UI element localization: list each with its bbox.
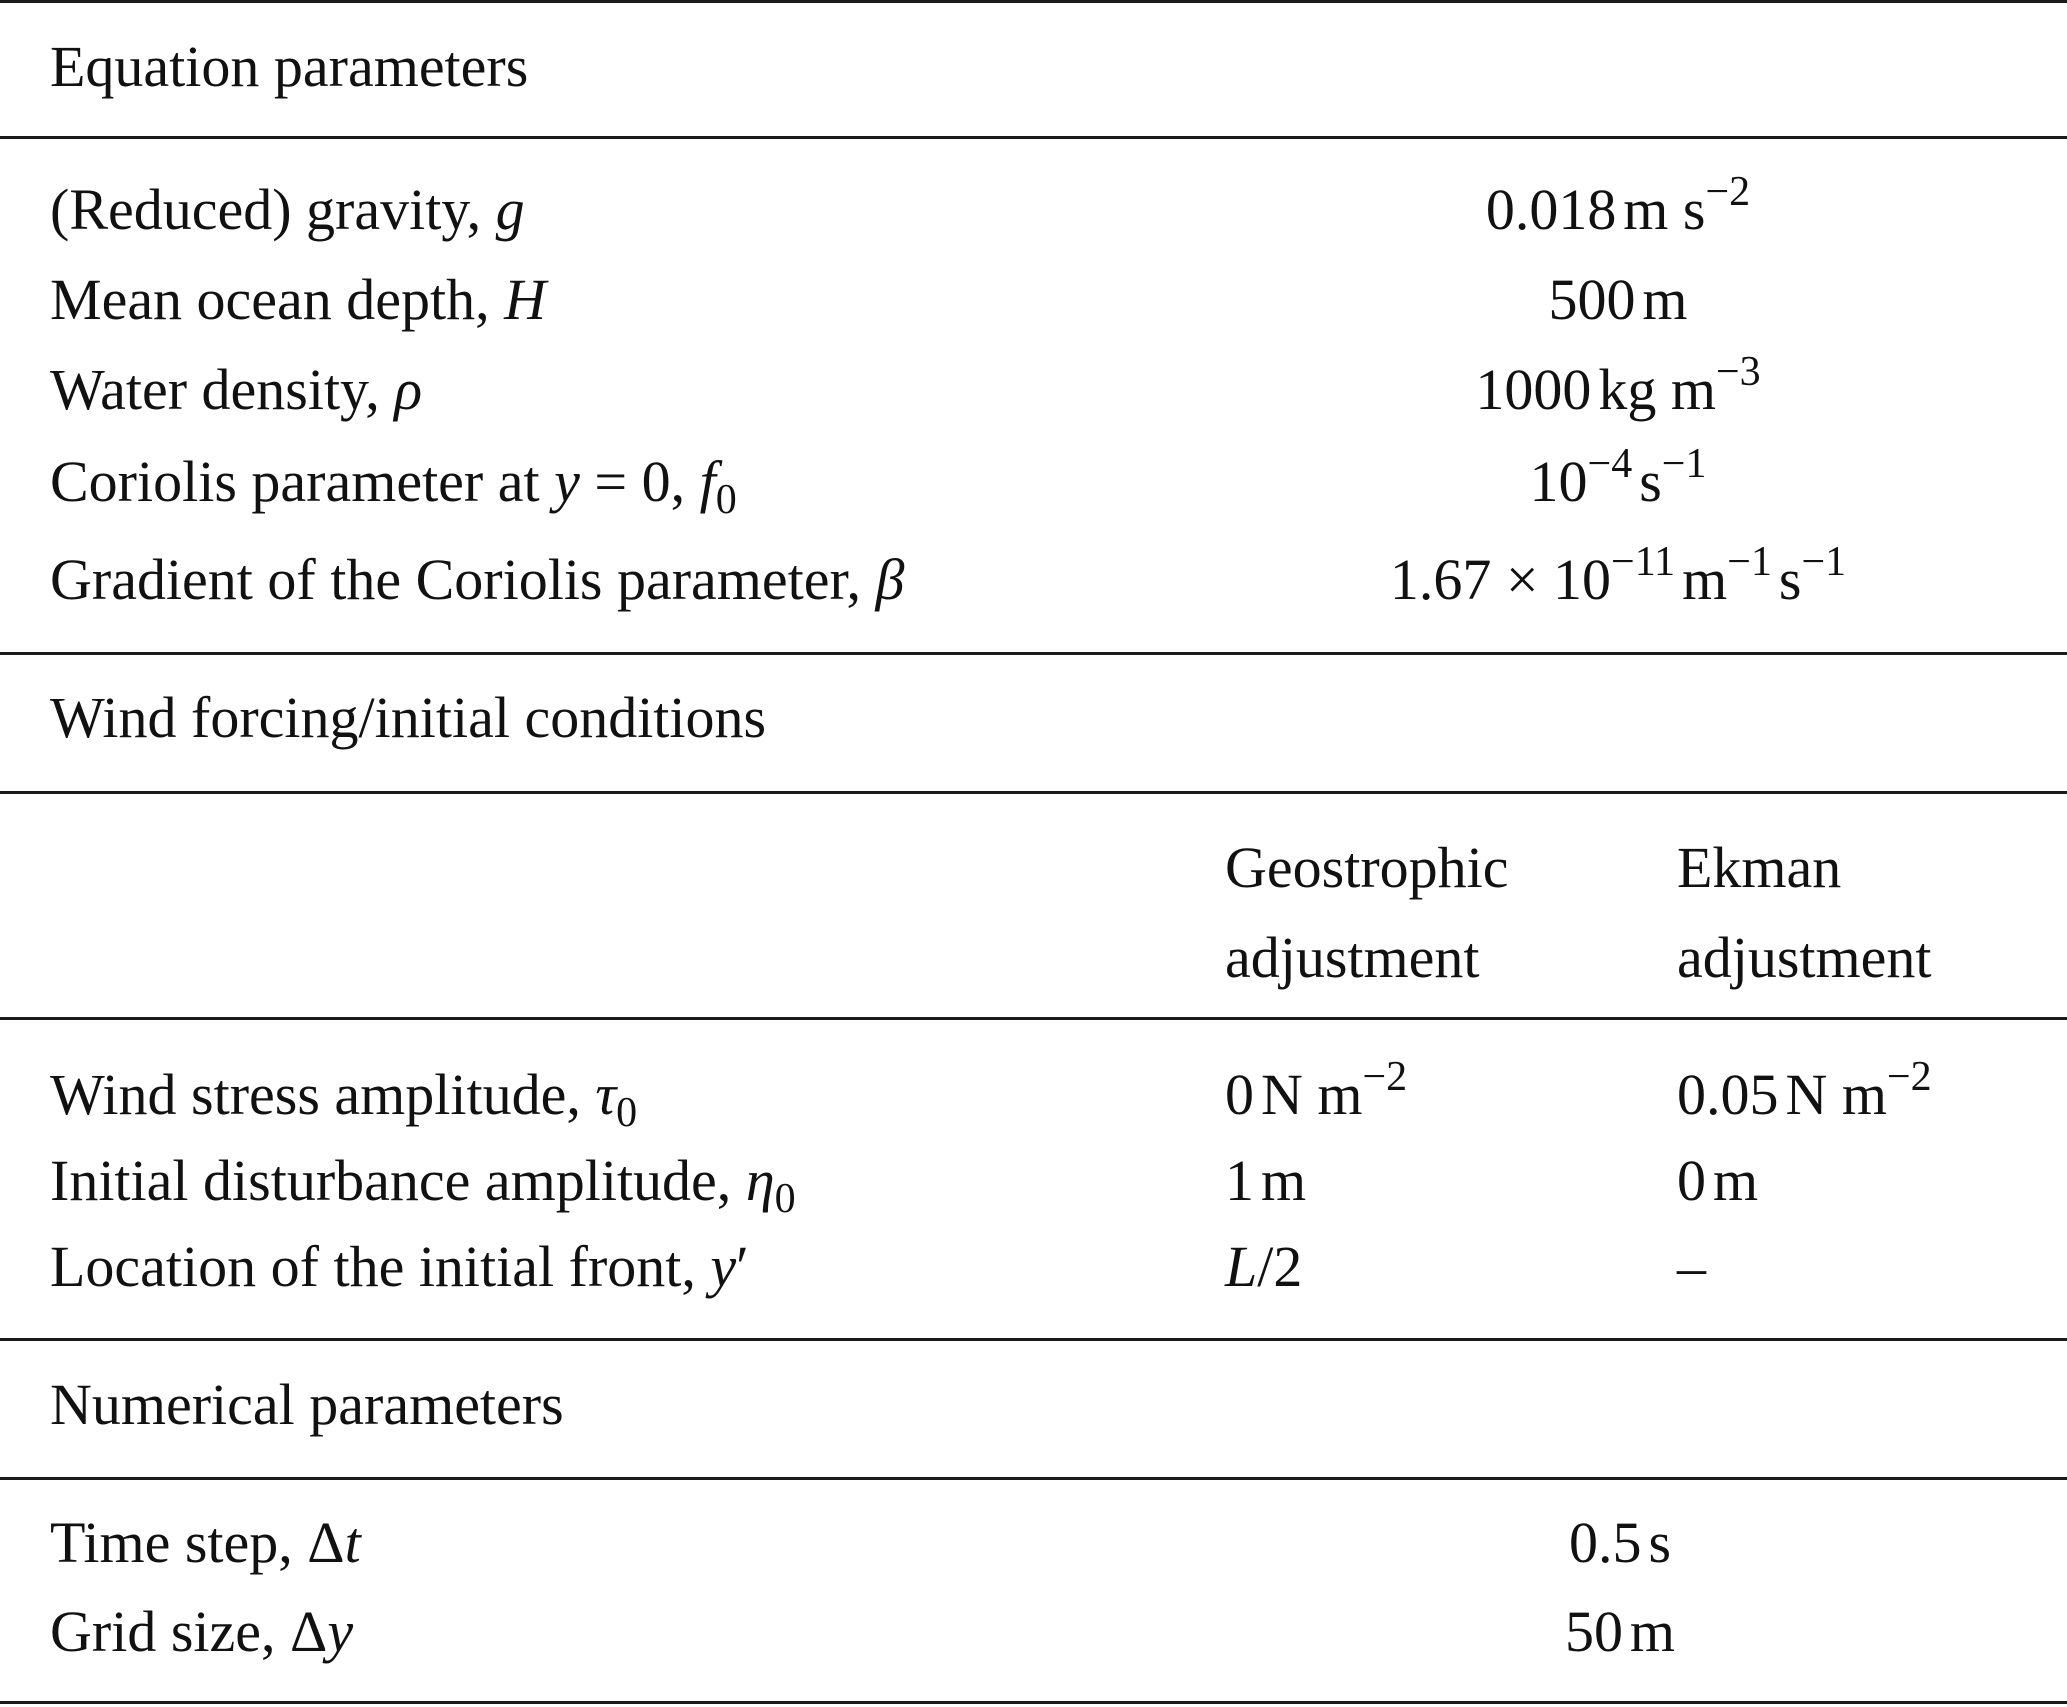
value-beta [1389, 539, 1847, 615]
column-header-geostrophic [1225, 823, 1509, 1003]
rule-bottom [0, 1701, 2067, 1704]
section-title-wind: Wind forcing/initial conditions [50, 685, 767, 750]
column-header-line: Ekman [1677, 835, 1842, 900]
value-geo-disturbance [1225, 1146, 1306, 1216]
label-text: Coriolis parameter at [50, 449, 555, 514]
label-density [50, 355, 422, 425]
value-density [1475, 349, 1761, 425]
symbol: τ [595, 1062, 617, 1127]
symbol: f [699, 449, 716, 514]
symbol: β [875, 547, 905, 612]
label-coriolis [50, 447, 737, 523]
exponent: −2 [1886, 1054, 1932, 1100]
rule-numerical-header [0, 1477, 2067, 1480]
column-header-line: adjustment [1225, 925, 1480, 990]
value-unit: s [1778, 547, 1802, 612]
exponent: −1 [1727, 539, 1772, 585]
value-unit: N m [1785, 1062, 1887, 1127]
exponent: −2 [1362, 1054, 1408, 1100]
exponent: −1 [1661, 441, 1707, 487]
label-text: Time step, [50, 1510, 308, 1575]
label-text: = 0, [579, 449, 700, 514]
value-unit: N m [1260, 1062, 1363, 1127]
label-text: (Reduced) gravity, [50, 177, 496, 242]
rule-top [0, 0, 2067, 3]
rule-equation-end [0, 652, 2067, 655]
symbol: t [344, 1510, 361, 1575]
value-unit: m [1260, 1148, 1307, 1213]
exponent: −4 [1587, 441, 1633, 487]
prime: ′ [736, 1234, 749, 1299]
exponent: −1 [1801, 539, 1847, 585]
label-text: Gradient of the Coriolis parameter, [50, 547, 876, 612]
column-header-line: adjustment [1677, 925, 1932, 990]
value-ekman-wind-stress [1677, 1054, 1932, 1130]
value-geo-front-location [1225, 1232, 1302, 1302]
column-header-ekman [1677, 823, 1932, 1003]
label-text: Water density, [50, 357, 395, 422]
value-unit: m s [1623, 177, 1706, 242]
exponent: −2 [1705, 169, 1751, 215]
subscript: 0 [774, 1176, 796, 1222]
label-beta [50, 545, 904, 615]
value-number: 0 [1677, 1148, 1706, 1213]
value-unit: kg m [1598, 357, 1716, 422]
label-grid-size [50, 1597, 353, 1667]
value-number: 1000 [1475, 357, 1592, 422]
value-number: 50 [1564, 1599, 1623, 1664]
symbol: ρ [394, 357, 423, 422]
value-unit: m [1712, 1148, 1759, 1213]
label-depth [50, 265, 546, 335]
label-disturbance [50, 1146, 796, 1222]
rule-equation-header [0, 136, 2067, 139]
label-front-location [50, 1232, 749, 1302]
column-header-line: Geostrophic [1225, 835, 1509, 900]
value-number: 0.05 [1677, 1062, 1779, 1127]
symbol: η [745, 1148, 775, 1213]
subscript: 0 [715, 477, 737, 523]
value-unit: s [1648, 1510, 1672, 1575]
value-number: 1 [1225, 1148, 1254, 1213]
delta-symbol: Δ [307, 1510, 345, 1575]
label-text: Grid size, [50, 1599, 290, 1664]
value-geo-wind-stress [1225, 1054, 1408, 1130]
value-ekman-disturbance [1677, 1146, 1758, 1216]
subscript: 0 [616, 1090, 638, 1136]
value-number: 0.018 [1485, 177, 1617, 242]
value-number: /2 [1257, 1234, 1303, 1299]
value-time-step [1569, 1508, 1671, 1578]
value-unit: m [1682, 547, 1728, 612]
value-coriolis [1529, 441, 1707, 517]
exponent: −3 [1715, 349, 1761, 395]
value-number: 0.5 [1568, 1510, 1642, 1575]
value-unit: m [1642, 267, 1688, 332]
value-unit: m [1629, 1599, 1676, 1664]
label-wind-stress [50, 1060, 638, 1136]
section-title-numerical: Numerical parameters [50, 1372, 564, 1437]
symbol: g [495, 177, 525, 242]
symbol: L [1225, 1234, 1258, 1299]
exponent: −11 [1611, 539, 1676, 585]
label-text: Location of the initial front, [50, 1234, 711, 1299]
label-gravity [50, 175, 525, 245]
symbol: y [710, 1234, 737, 1299]
rule-wind-end [0, 1338, 2067, 1341]
value-number: 0 [1225, 1062, 1254, 1127]
label-text: Wind stress amplitude, [50, 1062, 596, 1127]
symbol: y [554, 449, 580, 514]
value-number: 500 [1548, 267, 1636, 332]
value-unit: s [1639, 449, 1662, 514]
value-grid-size [1565, 1597, 1675, 1667]
delta-symbol: Δ [290, 1599, 328, 1664]
label-text: Initial disturbance amplitude, [50, 1148, 746, 1213]
label-time-step [50, 1508, 361, 1578]
value-ekman-front-location: – [1677, 1234, 1706, 1299]
value-gravity [1485, 169, 1751, 245]
rule-wind-header [0, 791, 2067, 794]
symbol: y [327, 1599, 354, 1664]
value-depth [1548, 265, 1687, 335]
value-number: 1.67 × 10 [1389, 547, 1612, 612]
rule-wind-colhead [0, 1017, 2067, 1020]
section-title-equation: Equation parameters [50, 34, 529, 99]
label-text: Mean ocean depth, [50, 267, 505, 332]
symbol: H [504, 267, 547, 332]
value-number: 10 [1529, 449, 1588, 514]
